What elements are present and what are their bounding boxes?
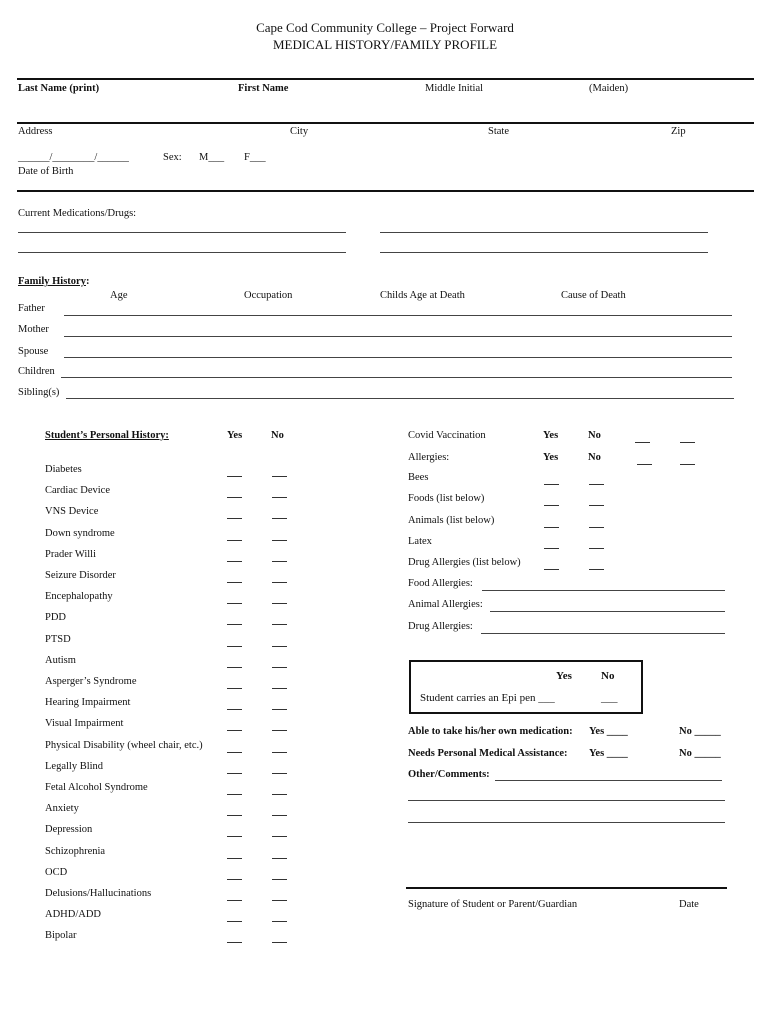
- condition-yes-blank[interactable]: [227, 582, 242, 583]
- condition-yes-blank[interactable]: [227, 709, 242, 710]
- condition-yes-blank[interactable]: [227, 921, 242, 922]
- allergy-item-label: Latex: [408, 535, 432, 547]
- family-col-childs-age: Childs Age at Death: [380, 290, 465, 301]
- drug-allergies-line[interactable]: [481, 633, 725, 634]
- allergy-item-label: Foods (list below): [408, 493, 485, 505]
- state-label: State: [488, 126, 509, 137]
- medication-line[interactable]: [380, 252, 708, 253]
- condition-label: Schizophrenia: [45, 845, 106, 857]
- allergy-yes-blank[interactable]: [544, 527, 559, 528]
- family-line-siblings[interactable]: [66, 398, 734, 399]
- covid-yes-blank[interactable]: [635, 442, 650, 443]
- allergy-no-blank[interactable]: [589, 484, 604, 485]
- family-history-heading: [18, 276, 89, 289]
- condition-no-blank[interactable]: [272, 858, 287, 859]
- address-label: Address: [18, 126, 53, 137]
- condition-no-blank[interactable]: [272, 879, 287, 880]
- condition-label: VNS Device: [45, 506, 99, 518]
- condition-label: Depression: [45, 824, 93, 836]
- condition-no-blank[interactable]: [272, 561, 287, 562]
- condition-yes-blank[interactable]: [227, 624, 242, 625]
- allergy-yes-blank[interactable]: [544, 548, 559, 549]
- allergy-yes-blank[interactable]: [544, 569, 559, 570]
- condition-label: Bipolar: [45, 930, 77, 942]
- signature-label: Signature of Student or Parent/Guardian: [408, 899, 578, 910]
- dob-rule: [17, 190, 754, 192]
- assistance-yes[interactable]: Yes ____: [589, 748, 628, 759]
- allergies-no-label: No: [588, 452, 601, 463]
- condition-label: Legally Blind: [45, 760, 104, 772]
- condition-yes-blank[interactable]: [227, 646, 242, 647]
- condition-yes-blank[interactable]: [227, 561, 242, 562]
- condition-label: Cardiac Device: [45, 485, 111, 497]
- condition-no-blank[interactable]: [272, 518, 287, 519]
- condition-label: Autism: [45, 654, 76, 666]
- allergy-yes-blank[interactable]: [544, 484, 559, 485]
- dob-label: Date of Birth: [18, 166, 74, 177]
- condition-no-blank[interactable]: [272, 709, 287, 710]
- personal-no-header: No: [271, 430, 284, 441]
- animal-allergies-line[interactable]: [490, 611, 725, 612]
- comments-line[interactable]: [495, 780, 722, 781]
- medications-label: Current Medications/Drugs:: [18, 208, 137, 219]
- family-col-cause: Cause of Death: [561, 290, 626, 301]
- allergy-no-blank[interactable]: [589, 505, 604, 506]
- condition-no-blank[interactable]: [272, 603, 287, 604]
- condition-yes-blank[interactable]: [227, 879, 242, 880]
- medication-self-no[interactable]: No _____: [679, 726, 721, 737]
- allergy-no-blank[interactable]: [589, 548, 604, 549]
- drug-allergies-label: Drug Allergies:: [408, 621, 473, 632]
- allergy-yes-blank[interactable]: [544, 505, 559, 506]
- allergies-label: Allergies:: [408, 452, 450, 463]
- condition-label: PDD: [45, 612, 67, 624]
- epipen-label[interactable]: Student carries an Epi pen ___: [420, 692, 555, 704]
- family-history-title: Family History: [18, 276, 86, 287]
- food-allergies-line[interactable]: [482, 590, 725, 591]
- personal-yes-header: Yes: [227, 430, 243, 441]
- family-line-mother[interactable]: [64, 336, 732, 337]
- condition-no-blank[interactable]: [272, 667, 287, 668]
- condition-label: ADHD/ADD: [45, 909, 101, 921]
- condition-no-blank[interactable]: [272, 752, 287, 753]
- condition-no-blank[interactable]: [272, 476, 287, 477]
- allergy-item-label: Bees: [408, 472, 429, 483]
- condition-yes-blank[interactable]: [227, 476, 242, 477]
- epipen-no-blank[interactable]: ___: [601, 692, 618, 704]
- allergy-no-blank[interactable]: [589, 527, 604, 528]
- allergy-no-blank[interactable]: [589, 569, 604, 570]
- condition-no-blank[interactable]: [272, 773, 287, 774]
- family-row-mother: Mother: [18, 324, 49, 335]
- condition-no-blank[interactable]: [272, 921, 287, 922]
- condition-yes-blank[interactable]: [227, 752, 242, 753]
- medication-line[interactable]: [18, 232, 346, 233]
- family-line-spouse[interactable]: [64, 357, 732, 358]
- top-rule: [17, 78, 754, 80]
- covid-yes-label: Yes: [543, 430, 559, 441]
- allergies-no-blank[interactable]: [680, 464, 695, 465]
- condition-no-blank[interactable]: [272, 815, 287, 816]
- sex-label: Sex:: [163, 152, 182, 163]
- first-name-label: First Name: [238, 83, 289, 94]
- condition-no-blank[interactable]: [272, 540, 287, 541]
- condition-label: Down syndrome: [45, 527, 115, 539]
- condition-no-blank[interactable]: [272, 794, 287, 795]
- covid-label: Covid Vaccination: [408, 430, 486, 441]
- condition-yes-blank[interactable]: [227, 518, 242, 519]
- condition-label: Visual Impairment: [45, 718, 124, 730]
- form-title: Cape Cod Community College – Project Forward: [256, 20, 514, 35]
- covid-no-blank[interactable]: [680, 442, 695, 443]
- address-rule: [17, 122, 754, 124]
- condition-yes-blank[interactable]: [227, 688, 242, 689]
- allergy-item-label: Drug Allergies (list below): [408, 557, 521, 569]
- condition-no-blank[interactable]: [272, 497, 287, 498]
- condition-yes-blank[interactable]: [227, 497, 242, 498]
- personal-history-heading: Student’s Personal History:: [45, 430, 169, 441]
- condition-yes-blank[interactable]: [227, 730, 242, 731]
- family-row-father: Father: [18, 303, 45, 314]
- condition-no-blank[interactable]: [272, 900, 287, 901]
- condition-label: Asperger’s Syndrome: [45, 676, 137, 687]
- condition-label: Seizure Disorder: [45, 570, 116, 581]
- zip-label: Zip: [671, 126, 686, 137]
- date-label: Date: [679, 899, 699, 910]
- condition-label: OCD: [45, 866, 68, 878]
- dob-blank[interactable]: ______/________/______: [18, 152, 129, 163]
- comments-line[interactable]: [408, 822, 725, 823]
- family-row-spouse: Spouse: [18, 346, 49, 357]
- family-line-children[interactable]: [61, 377, 732, 378]
- condition-yes-blank[interactable]: [227, 667, 242, 668]
- family-row-children: Children: [18, 366, 55, 377]
- allergies-yes-blank[interactable]: [637, 464, 652, 465]
- allergies-yes-label: Yes: [543, 452, 559, 463]
- condition-label: Fetal Alcohol Syndrome: [45, 782, 148, 793]
- condition-yes-blank[interactable]: [227, 900, 242, 901]
- medication-self-yes[interactable]: Yes ____: [589, 726, 628, 737]
- condition-yes-blank[interactable]: [227, 794, 242, 795]
- medication-line[interactable]: [380, 232, 708, 233]
- sex-female-blank[interactable]: F___: [244, 152, 266, 163]
- epipen-yes-header: Yes: [556, 670, 572, 682]
- condition-yes-blank[interactable]: [227, 603, 242, 604]
- condition-yes-blank[interactable]: [227, 858, 242, 859]
- family-history-colon: :: [85, 276, 90, 287]
- covid-no-label: No: [588, 430, 601, 441]
- signature-rule[interactable]: [406, 887, 727, 889]
- condition-yes-blank[interactable]: [227, 773, 242, 774]
- comments-line[interactable]: [408, 800, 725, 801]
- condition-no-blank[interactable]: [272, 942, 287, 943]
- condition-yes-blank[interactable]: [227, 836, 242, 837]
- city-label: City: [290, 126, 309, 137]
- comments-label: Other/Comments:: [408, 769, 490, 780]
- condition-yes-blank[interactable]: [227, 540, 242, 541]
- condition-no-blank[interactable]: [272, 624, 287, 625]
- family-col-occupation: Occupation: [244, 290, 293, 301]
- last-name-label: Last Name (print): [18, 83, 100, 94]
- medication-self-label: Able to take his/her own medication:: [408, 726, 573, 737]
- epipen-no-header: No: [601, 670, 615, 682]
- condition-no-blank[interactable]: [272, 582, 287, 583]
- medication-line[interactable]: [18, 252, 346, 253]
- assistance-label: Needs Personal Medical Assistance:: [408, 748, 568, 759]
- condition-no-blank[interactable]: [272, 646, 287, 647]
- condition-label: Prader Willi: [45, 548, 96, 560]
- sex-male-blank[interactable]: M___: [199, 152, 225, 163]
- animal-allergies-label: Animal Allergies:: [408, 599, 483, 610]
- condition-yes-blank[interactable]: [227, 942, 242, 943]
- maiden-label: (Maiden): [589, 83, 629, 94]
- family-row-siblings: Sibling(s): [18, 387, 60, 398]
- middle-initial-label: Middle Initial: [425, 83, 484, 94]
- condition-yes-blank[interactable]: [227, 815, 242, 816]
- food-allergies-label: Food Allergies:: [408, 578, 473, 589]
- assistance-no[interactable]: No _____: [679, 748, 721, 759]
- family-line-father[interactable]: [64, 315, 732, 316]
- condition-label: PTSD: [45, 633, 71, 645]
- epipen-box: [409, 660, 643, 714]
- allergy-item-label: Animals (list below): [408, 514, 495, 526]
- condition-no-blank[interactable]: [272, 730, 287, 731]
- condition-label: Physical Disability (wheel chair, etc.): [45, 739, 203, 751]
- condition-label: Hearing Impairment: [45, 697, 131, 709]
- condition-label: Anxiety: [45, 803, 79, 815]
- family-col-age: Age: [110, 290, 128, 301]
- condition-no-blank[interactable]: [272, 688, 287, 689]
- condition-label: Diabetes: [45, 464, 82, 475]
- condition-no-blank[interactable]: [272, 836, 287, 837]
- condition-label: Delusions/Hallucinations: [45, 888, 152, 899]
- form-subtitle: MEDICAL HISTORY/FAMILY PROFILE: [272, 37, 498, 52]
- condition-label: Encephalopathy: [45, 591, 113, 603]
